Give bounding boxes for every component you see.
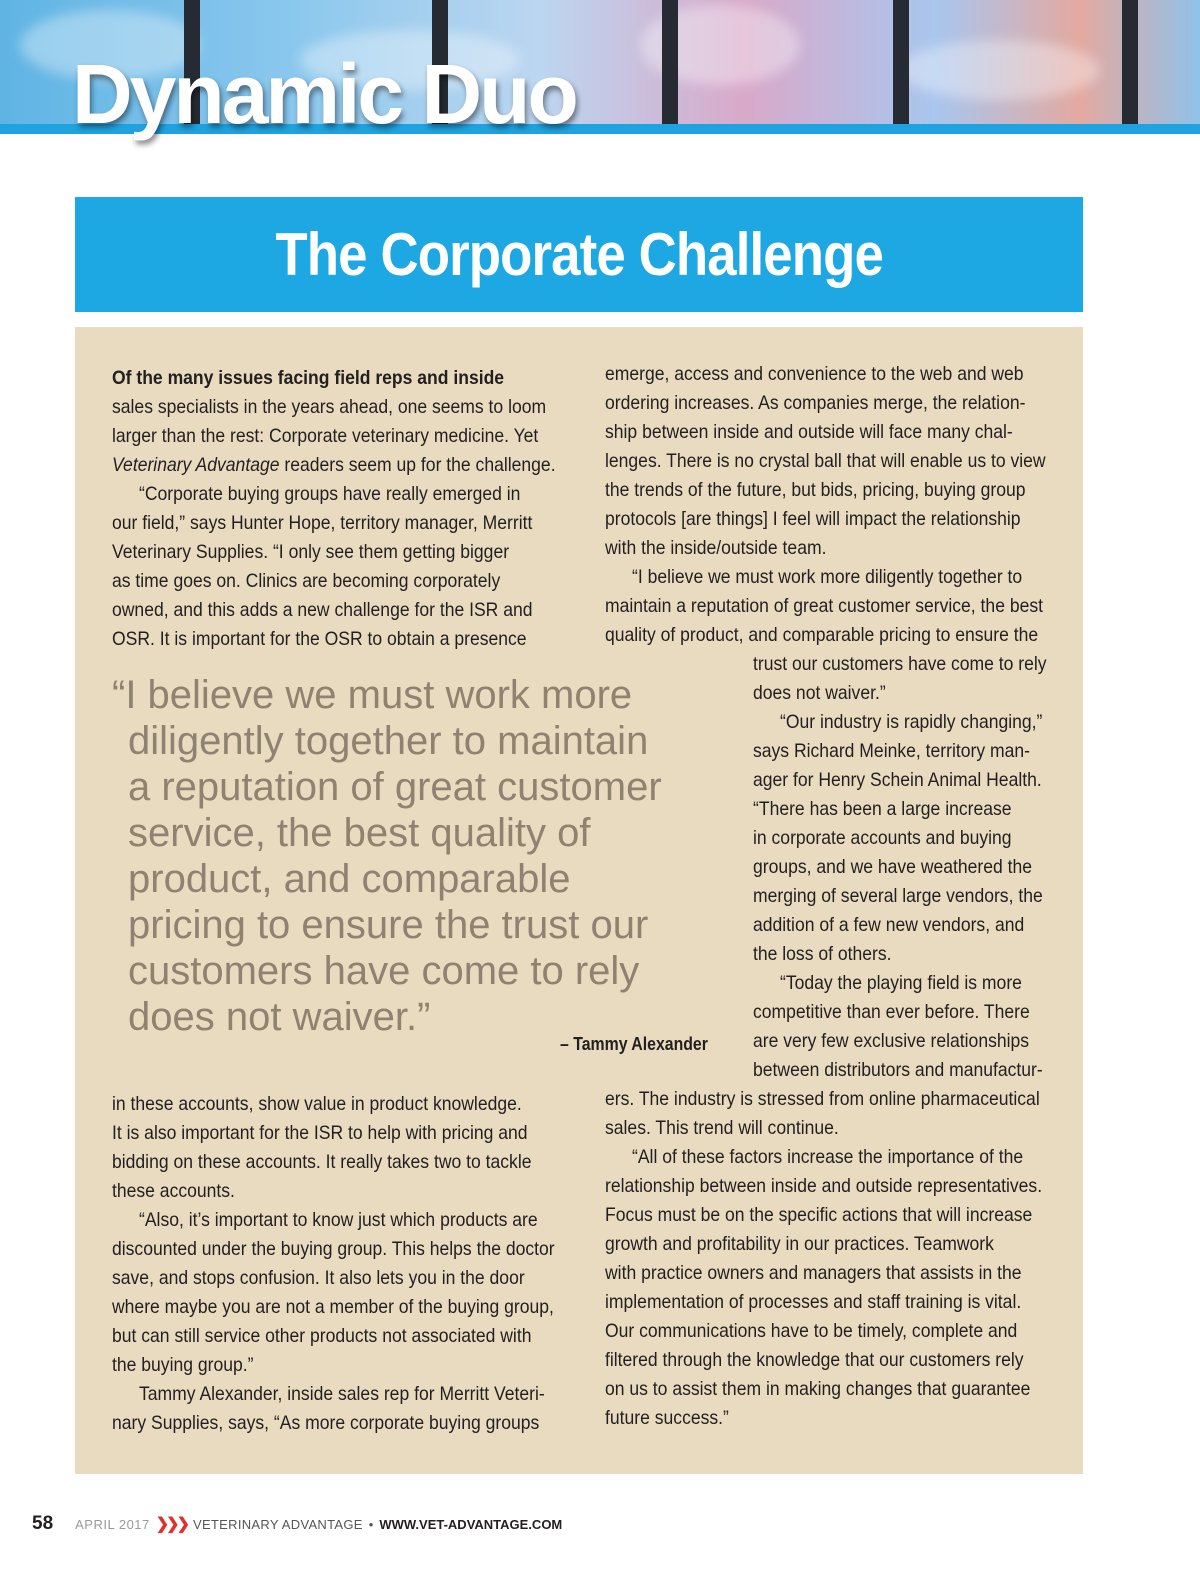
article-column-right-top	[605, 360, 1055, 650]
text-line: nary Supplies, says, “As more corporate buying groups	[112, 1412, 540, 1434]
text-line: “There has been a large increase	[753, 798, 1012, 820]
article-column-left-top	[112, 364, 562, 654]
paragraph	[753, 708, 1053, 969]
issue-date: APRIL 2017	[75, 1517, 150, 1532]
text-line: “All of these factors increase the importance of the	[632, 1146, 1024, 1168]
text-line: “I believe we must work more diligently together to	[632, 566, 1023, 588]
text-line: groups, and we have weathered the	[753, 856, 1033, 878]
text-line: Veterinary Advantage readers seem up for the challenge.	[112, 454, 556, 476]
text-line: It is also important for the ISR to help with pricing and	[112, 1122, 528, 1144]
website-link[interactable]: WWW.VET-ADVANTAGE.COM	[379, 1517, 563, 1532]
text-line: but can still service other products not associated with	[112, 1325, 532, 1347]
text-line: ship between inside and outside will face many chal-	[605, 421, 1013, 443]
text-line: the loss of others.	[753, 943, 892, 965]
text-line: competitive than ever before. There	[753, 1001, 1030, 1023]
text-line: Our communications have to be timely, complete and	[605, 1320, 1018, 1342]
text-line: filtered through the knowledge that our customers rely	[605, 1349, 1024, 1371]
text-line: discounted under the buying group. This helps the doctor	[112, 1238, 555, 1260]
text-line: future success.”	[605, 1407, 729, 1429]
pull-quote-line: customers have come to rely	[128, 949, 640, 993]
paragraph	[112, 1206, 562, 1380]
text-line: “Our industry is rapidly changing,”	[780, 711, 1043, 733]
text-line: “Corporate buying groups have really emerged in	[139, 483, 521, 505]
page-footer	[32, 1513, 562, 1537]
pull-quote	[112, 672, 712, 1040]
publication-name: Veterinary Advantage	[112, 454, 280, 476]
text-line: OSR. It is important for the OSR to obtain a presence	[112, 628, 527, 650]
section-title: The Corporate Challenge	[275, 221, 883, 288]
text-line: where maybe you are not a member of the buying group,	[112, 1296, 554, 1318]
pull-quote-line: pricing to ensure the trust our	[128, 903, 649, 947]
text-line: ordering increases. As companies merge, the relation-	[605, 392, 1026, 414]
text-line: are very few exclusive relationships	[753, 1030, 1030, 1052]
text-line: with the inside/outside team.	[605, 537, 827, 559]
text-line: the trends of the future, but bids, pricing, buying group	[605, 479, 1026, 501]
text-line: our field,” says Hunter Hope, territory manager, Merritt	[112, 512, 533, 534]
text-line: quality of product, and comparable pricing to ensure the	[605, 624, 1039, 646]
paragraph	[605, 1085, 1055, 1143]
text-line: addition of a few new vendors, and	[753, 914, 1025, 936]
text-line: growth and profitability in our practices. Teamwork	[605, 1233, 994, 1255]
text-line: trust our customers have come to rely	[753, 653, 1047, 675]
text-line: ers. The industry is stressed from online pharmaceutical	[605, 1088, 1040, 1110]
paragraph	[605, 563, 1055, 650]
text-line: owned, and this adds a new challenge for the ISR and	[112, 599, 533, 621]
pull-quote-line: service, the best quality of	[128, 811, 591, 855]
page-title: Dynamic Duo	[72, 47, 576, 141]
paragraph	[112, 480, 562, 654]
paragraph	[605, 1143, 1055, 1433]
text-line: does not waiver.”	[753, 682, 886, 704]
text-line: relationship between inside and outside representatives.	[605, 1175, 1043, 1197]
text-line: between distributors and manufactur-	[753, 1059, 1043, 1081]
text-line: save, and stops confusion. It also lets you in the door	[112, 1267, 525, 1289]
text-line: emerge, access and convenience to the web and web	[605, 363, 1024, 385]
text-line: sales specialists in the years ahead, one seems to loom	[112, 396, 547, 418]
publication-name: VETERINARY ADVANTAGE	[192, 1517, 363, 1532]
text-line: sales. This trend will continue.	[605, 1117, 839, 1139]
text-line: the buying group.”	[112, 1354, 254, 1376]
text-line: protocols [are things] I feel will impact the relationship	[605, 508, 1021, 530]
text-line: Focus must be on the specific actions that will increase	[605, 1204, 1033, 1226]
chevrons-icon: ❯❯❯	[155, 1516, 187, 1533]
article-column-left-bottom	[112, 1090, 562, 1438]
text-line: with practice owners and managers that assists in the	[605, 1262, 1022, 1284]
article-column-right-bottom	[605, 1085, 1055, 1433]
text-line: in these accounts, show value in product knowledge.	[112, 1093, 522, 1115]
lead-in: Of the many issues facing field reps and inside	[112, 367, 505, 389]
pull-quote-line: a reputation of great customer	[128, 765, 662, 809]
separator: •	[368, 1517, 374, 1532]
paragraph	[112, 1090, 562, 1206]
text-line: “Also, it’s important to know just which products are	[139, 1209, 538, 1231]
pull-quote-line: does not waiver.”	[128, 995, 431, 1039]
pull-quote-attribution: – Tammy Alexander	[560, 1034, 708, 1054]
text-line: Veterinary Supplies. “I only see them getting bigger	[112, 541, 510, 563]
paragraph	[753, 650, 1053, 708]
text-line: larger than the rest: Corporate veterinary medicine. Yet	[112, 425, 539, 447]
text-line: maintain a reputation of great customer service, the best	[605, 595, 1044, 617]
pull-quote-line: diligently together to maintain	[128, 719, 649, 763]
text-line: implementation of processes and staff training is vital.	[605, 1291, 1022, 1313]
paragraph	[753, 969, 1053, 1085]
page-number: 58	[32, 1513, 54, 1534]
text-line: on us to assist them in making changes that guarantee	[605, 1378, 1031, 1400]
paragraph	[605, 360, 1055, 563]
text-line: “Today the playing field is more	[780, 972, 1022, 994]
section-header	[75, 197, 1083, 312]
text-line: says Richard Meinke, territory man-	[753, 740, 1030, 762]
text-line: these accounts.	[112, 1180, 235, 1202]
text-line: Tammy Alexander, inside sales rep for Merritt Veteri-	[139, 1383, 545, 1405]
text-line: as time goes on. Clinics are becoming corporately	[112, 570, 501, 592]
pull-quote-line: product, and comparable	[128, 857, 571, 901]
text-line: merging of several large vendors, the	[753, 885, 1043, 907]
pull-quote-line: “I believe we must work more	[112, 673, 633, 717]
text-line: bidding on these accounts. It really takes two to tackle	[112, 1151, 532, 1173]
article-column-right-middle	[753, 650, 1053, 1085]
text-line: ager for Henry Schein Animal Health.	[753, 769, 1042, 791]
paragraph	[112, 1380, 562, 1438]
text-line: lenges. There is no crystal ball that will enable us to view	[605, 450, 1046, 472]
text-line: in corporate accounts and buying	[753, 827, 1012, 849]
